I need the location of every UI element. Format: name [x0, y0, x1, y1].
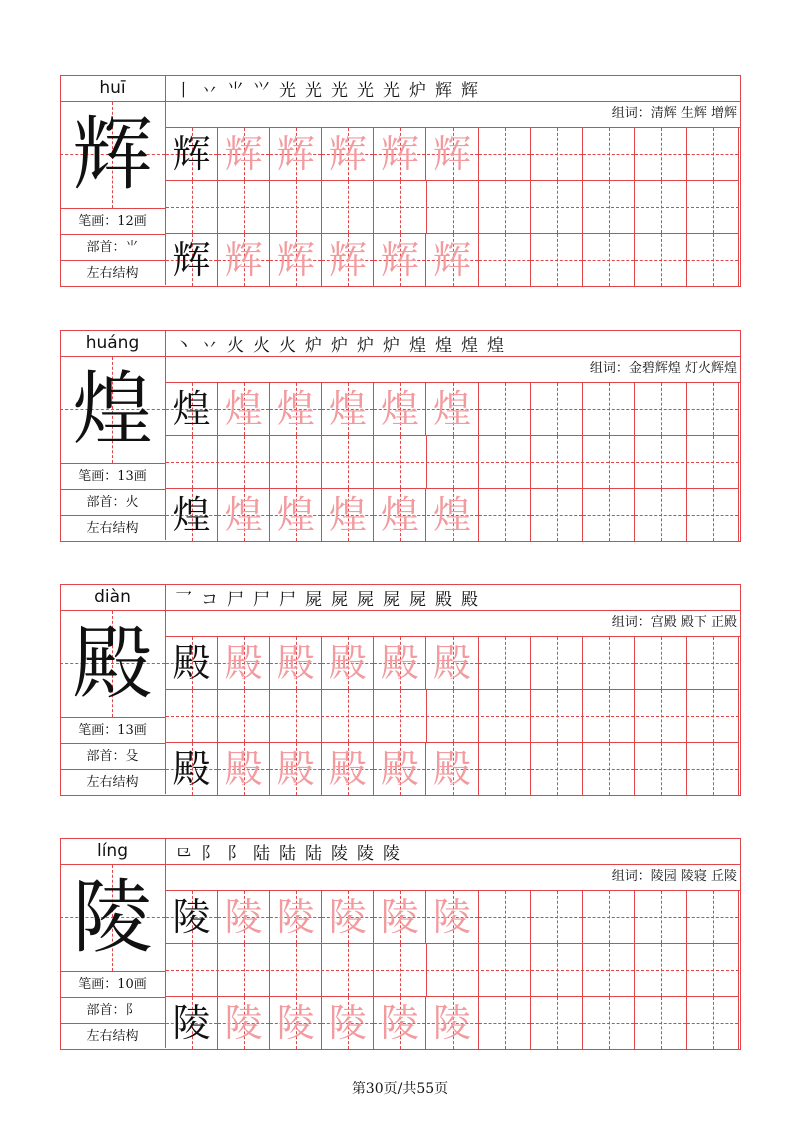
practice-cell[interactable] [427, 234, 479, 286]
practice-cell[interactable] [427, 997, 479, 1049]
trace-character: 陵 [380, 1001, 419, 1045]
structure: 左右结构 [60, 770, 166, 794]
trace-character: 陵 [328, 1001, 367, 1045]
practice-cell[interactable] [635, 891, 687, 943]
practice-cell[interactable] [322, 489, 374, 541]
trace-character: 煌 [380, 387, 419, 431]
stroke-step: 光 [357, 81, 374, 101]
practice-cell[interactable] [583, 891, 635, 943]
practice-cell[interactable] [687, 997, 739, 1049]
practice-cell[interactable] [427, 891, 479, 943]
practice-cell[interactable] [374, 128, 426, 180]
practice-cell[interactable] [583, 489, 635, 541]
model-character: 殿 [172, 641, 211, 685]
trace-character: 煌 [276, 493, 315, 537]
trace-character: 殿 [380, 641, 419, 685]
practice-cell[interactable] [479, 743, 531, 795]
stroke-step: 丶 [175, 336, 192, 356]
practice-cell[interactable] [531, 383, 583, 435]
stroke-count: 笔画：13画 [60, 464, 166, 490]
stroke-step: 光 [305, 81, 322, 101]
trace-character: 煌 [433, 387, 472, 431]
character-card [60, 330, 741, 542]
trace-character: 陵 [276, 1001, 315, 1045]
practice-cell [166, 234, 218, 286]
practice-cell[interactable] [270, 637, 322, 689]
page-footer: 第30页/共55页 [351, 1081, 449, 1097]
practice-cell[interactable] [322, 997, 374, 1049]
model-character: 殿 [172, 747, 211, 791]
trace-character: 陵 [224, 895, 263, 939]
practice-cell[interactable] [635, 489, 687, 541]
trace-character: 陵 [328, 895, 367, 939]
blank-row[interactable] [166, 181, 739, 233]
stroke-step: 光 [331, 81, 348, 101]
radical: 部首：阝 [60, 998, 166, 1024]
stroke-step: 陵 [383, 844, 400, 864]
practice-cell [166, 891, 218, 943]
practice-grid [166, 128, 739, 286]
stroke-step: ⺋ [175, 844, 192, 864]
character-card [60, 838, 741, 1050]
model-character: 辉 [172, 238, 211, 282]
practice-cell [166, 743, 218, 795]
stroke-count: 笔画：13画 [60, 718, 166, 744]
stroke-step: コ [201, 590, 218, 610]
practice-cell[interactable] [479, 489, 531, 541]
practice-row [166, 128, 739, 180]
trace-character: 殿 [328, 641, 367, 685]
stroke-step: 辉 [435, 81, 452, 101]
practice-grid [166, 637, 739, 795]
word-examples: 组词：陵园 陵寝 丘陵 [611, 869, 737, 884]
model-character: 煌 [172, 387, 211, 431]
blank-row[interactable] [166, 690, 739, 742]
big-character-box [60, 357, 166, 464]
stroke-step: 丷 [201, 81, 218, 101]
practice-cell[interactable] [531, 234, 583, 286]
stroke-step: 煌 [409, 336, 426, 356]
practice-cell [166, 997, 218, 1049]
trace-character: 煌 [380, 493, 419, 537]
practice-cell[interactable] [687, 383, 739, 435]
practice-cell[interactable] [427, 128, 479, 180]
word-examples: 组词：宫殿 殿下 正殿 [611, 615, 737, 630]
stroke-count: 笔画：12画 [60, 209, 166, 235]
radical: 部首：⺌ [60, 235, 166, 261]
practice-cell[interactable] [270, 489, 322, 541]
stroke-step: 丨 [175, 81, 192, 101]
stroke-step: 阝 [227, 844, 244, 864]
trace-character: 辉 [328, 238, 367, 282]
stroke-step: 火 [227, 336, 244, 356]
practice-cell[interactable] [479, 891, 531, 943]
practice-cell[interactable] [322, 891, 374, 943]
trace-character: 辉 [433, 238, 472, 282]
pinyin: huī [60, 75, 166, 102]
stroke-step: 陆 [253, 844, 270, 864]
practice-cell[interactable] [687, 891, 739, 943]
big-character: 陵 [72, 871, 153, 964]
practice-cell[interactable] [531, 997, 583, 1049]
practice-cell[interactable] [270, 383, 322, 435]
practice-cell [166, 383, 218, 435]
stroke-step: 屍 [305, 590, 322, 610]
stroke-step: 辉 [461, 81, 478, 101]
stroke-order [172, 585, 481, 610]
practice-cell[interactable] [583, 743, 635, 795]
practice-cell[interactable] [218, 383, 270, 435]
practice-cell[interactable] [635, 383, 687, 435]
trace-character: 殿 [276, 641, 315, 685]
blank-row[interactable] [166, 436, 739, 488]
practice-cell[interactable] [270, 891, 322, 943]
character-card [60, 584, 741, 796]
stroke-step: 炉 [357, 336, 374, 356]
practice-cell[interactable] [687, 743, 739, 795]
practice-cell[interactable] [270, 997, 322, 1049]
structure: 左右结构 [60, 516, 166, 540]
trace-character: 殿 [433, 747, 472, 791]
trace-character: 殿 [224, 747, 263, 791]
practice-cell[interactable] [531, 637, 583, 689]
practice-cell[interactable] [374, 997, 426, 1049]
practice-cell [166, 637, 218, 689]
trace-character: 殿 [276, 747, 315, 791]
practice-cell[interactable] [374, 743, 426, 795]
practice-cell [166, 128, 218, 180]
trace-character: 陵 [433, 895, 472, 939]
practice-cell[interactable] [583, 637, 635, 689]
practice-row [166, 383, 739, 435]
stroke-step: 乛 [175, 590, 192, 610]
practice-cell[interactable] [427, 489, 479, 541]
practice-cell [166, 489, 218, 541]
model-character: 陵 [172, 895, 211, 939]
stroke-step: 尸 [227, 590, 244, 610]
stroke-step: 丷 [201, 336, 218, 356]
practice-cell[interactable] [479, 234, 531, 286]
practice-cell[interactable] [531, 743, 583, 795]
big-character: 辉 [72, 108, 153, 201]
practice-cell[interactable] [635, 997, 687, 1049]
trace-character: 陵 [433, 1001, 472, 1045]
practice-cell[interactable] [218, 234, 270, 286]
stroke-step: 陆 [279, 844, 296, 864]
stroke-count: 笔画：10画 [60, 972, 166, 998]
pinyin: huáng [60, 330, 166, 357]
practice-row [166, 637, 739, 689]
practice-row [166, 891, 739, 943]
trace-character: 辉 [433, 132, 472, 176]
stroke-order [172, 331, 507, 356]
practice-cell[interactable] [270, 234, 322, 286]
stroke-step: 尸 [279, 590, 296, 610]
practice-cell[interactable] [687, 234, 739, 286]
practice-grid [166, 891, 739, 1049]
practice-cell[interactable] [635, 637, 687, 689]
practice-cell[interactable] [583, 383, 635, 435]
practice-row [166, 743, 739, 795]
trace-character: 煌 [224, 387, 263, 431]
practice-cell[interactable] [635, 743, 687, 795]
practice-cell[interactable] [583, 997, 635, 1049]
practice-row [166, 997, 739, 1049]
big-character-box [60, 102, 166, 209]
practice-cell[interactable] [531, 489, 583, 541]
practice-cell[interactable] [635, 128, 687, 180]
stroke-step: 光 [279, 81, 296, 101]
practice-cell[interactable] [583, 234, 635, 286]
stroke-step: 陵 [357, 844, 374, 864]
trace-character: 殿 [328, 747, 367, 791]
practice-cell[interactable] [583, 128, 635, 180]
stroke-step: 屍 [409, 590, 426, 610]
trace-character: 辉 [224, 132, 263, 176]
practice-cell[interactable] [687, 128, 739, 180]
practice-cell[interactable] [218, 743, 270, 795]
stroke-step: 屍 [383, 590, 400, 610]
pinyin: diàn [60, 584, 166, 611]
model-character: 煌 [172, 493, 211, 537]
trace-character: 煌 [328, 387, 367, 431]
trace-character: 煌 [276, 387, 315, 431]
trace-character: 辉 [276, 132, 315, 176]
practice-cell[interactable] [374, 637, 426, 689]
practice-cell[interactable] [218, 891, 270, 943]
practice-cell[interactable] [218, 489, 270, 541]
trace-character: 煌 [224, 493, 263, 537]
big-character: 煌 [72, 363, 153, 456]
stroke-step: ⺍ [253, 81, 270, 101]
word-examples: 组词：金碧辉煌 灯火辉煌 [589, 361, 737, 376]
practice-cell[interactable] [374, 891, 426, 943]
trace-character: 辉 [380, 132, 419, 176]
radical: 部首：殳 [60, 744, 166, 770]
stroke-step: 陆 [305, 844, 322, 864]
trace-character: 辉 [328, 132, 367, 176]
practice-cell[interactable] [687, 489, 739, 541]
stroke-order [172, 76, 481, 101]
practice-cell[interactable] [270, 743, 322, 795]
word-examples: 组词：清辉 生辉 增辉 [611, 106, 737, 121]
stroke-step: 炉 [305, 336, 322, 356]
practice-grid [166, 383, 739, 541]
practice-cell[interactable] [322, 637, 374, 689]
stroke-step: 炉 [409, 81, 426, 101]
stroke-step: 煌 [461, 336, 478, 356]
practice-cell[interactable] [322, 743, 374, 795]
trace-character: 煌 [328, 493, 367, 537]
practice-cell[interactable] [218, 637, 270, 689]
stroke-order [172, 839, 403, 864]
stroke-step: 火 [253, 336, 270, 356]
trace-character: 殿 [224, 641, 263, 685]
trace-character: 陵 [380, 895, 419, 939]
trace-character: 殿 [380, 747, 419, 791]
character-card [60, 75, 741, 287]
stroke-step: 炉 [383, 336, 400, 356]
practice-cell[interactable] [218, 128, 270, 180]
practice-cell[interactable] [427, 637, 479, 689]
structure: 左右结构 [60, 1024, 166, 1048]
stroke-step: 阝 [201, 844, 218, 864]
trace-character: 陵 [276, 895, 315, 939]
practice-cell[interactable] [427, 383, 479, 435]
practice-cell[interactable] [479, 637, 531, 689]
practice-row [166, 234, 739, 286]
stroke-step: 殿 [461, 590, 478, 610]
trace-character: 辉 [224, 238, 263, 282]
practice-row [166, 489, 739, 541]
trace-character: 辉 [276, 238, 315, 282]
practice-cell[interactable] [374, 234, 426, 286]
practice-cell[interactable] [479, 128, 531, 180]
big-character-box [60, 611, 166, 718]
stroke-step: 煌 [435, 336, 452, 356]
practice-cell[interactable] [322, 383, 374, 435]
practice-cell[interactable] [322, 234, 374, 286]
radical: 部首：火 [60, 490, 166, 516]
trace-character: 陵 [224, 1001, 263, 1045]
stroke-step: 炉 [331, 336, 348, 356]
practice-cell[interactable] [479, 997, 531, 1049]
structure: 左右结构 [60, 261, 166, 285]
practice-cell[interactable] [322, 128, 374, 180]
stroke-step: 屍 [357, 590, 374, 610]
practice-cell[interactable] [427, 743, 479, 795]
practice-cell[interactable] [687, 637, 739, 689]
practice-cell[interactable] [531, 128, 583, 180]
practice-cell[interactable] [270, 128, 322, 180]
stroke-step: 煌 [487, 336, 504, 356]
blank-row[interactable] [166, 944, 739, 996]
stroke-step: 屍 [331, 590, 348, 610]
practice-cell[interactable] [531, 891, 583, 943]
practice-cell[interactable] [635, 234, 687, 286]
stroke-step: 陵 [331, 844, 348, 864]
practice-cell[interactable] [374, 489, 426, 541]
stroke-step: 光 [383, 81, 400, 101]
stroke-step: 尸 [253, 590, 270, 610]
practice-cell[interactable] [374, 383, 426, 435]
practice-cell[interactable] [218, 997, 270, 1049]
trace-character: 煌 [433, 493, 472, 537]
stroke-step: ⺌ [227, 81, 244, 101]
big-character: 殿 [72, 617, 153, 710]
big-character-box [60, 865, 166, 972]
stroke-step: 殿 [435, 590, 452, 610]
trace-character: 辉 [380, 238, 419, 282]
stroke-step: 火 [279, 336, 296, 356]
trace-character: 殿 [433, 641, 472, 685]
model-character: 辉 [172, 132, 211, 176]
practice-cell[interactable] [479, 383, 531, 435]
model-character: 陵 [172, 1001, 211, 1045]
pinyin: líng [60, 838, 166, 865]
